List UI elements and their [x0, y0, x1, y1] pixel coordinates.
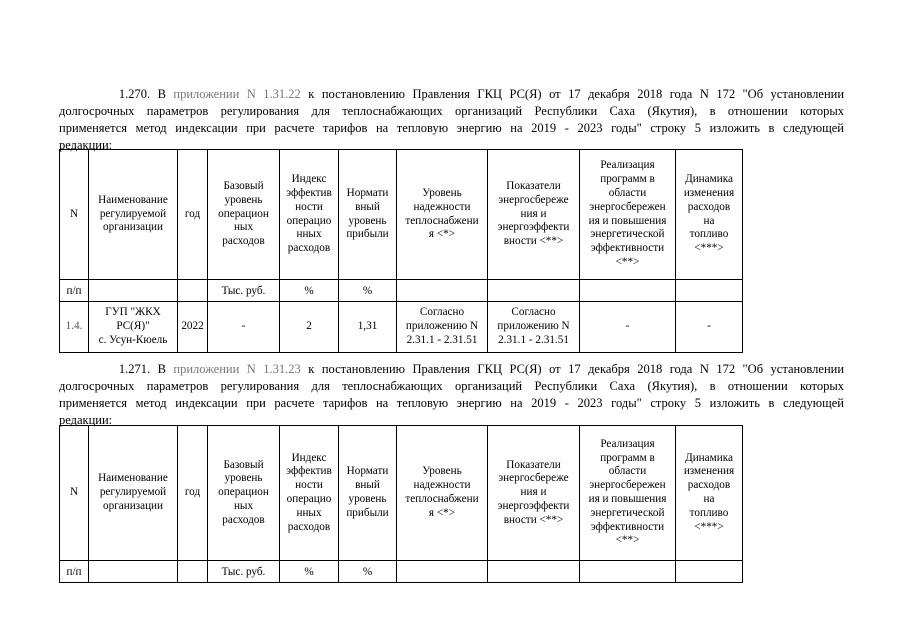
- row-programs: -: [580, 302, 676, 353]
- header-cell-programs: [580, 150, 676, 280]
- header-line: эффектив: [286, 465, 332, 478]
- unit-cell: Тыс. руб.: [208, 561, 280, 583]
- header-cell-index: [280, 150, 339, 280]
- row-base: -: [208, 302, 280, 353]
- header-cell-org: [89, 150, 178, 280]
- header-line: расходов: [222, 235, 265, 248]
- paragraph-number: 1.271.: [118, 362, 151, 376]
- header-line: области: [608, 186, 647, 199]
- header-line: я <*>: [428, 228, 456, 241]
- header-line: расходов: [287, 520, 331, 533]
- header-line: операцион: [218, 207, 269, 220]
- units-row: [60, 280, 743, 302]
- header-line: организации: [102, 499, 164, 512]
- header-line: ия и повышения: [588, 214, 667, 227]
- header-line: энергетической: [590, 228, 665, 241]
- header-line: уровень: [348, 493, 387, 505]
- header-cell-profit: [339, 150, 397, 280]
- header-line: <***>: [694, 242, 724, 255]
- header-cell-reliability: [397, 150, 488, 280]
- unit-cell: п/п: [60, 561, 89, 583]
- header-line: я <*>: [428, 506, 456, 519]
- header-line: надежности: [413, 479, 471, 492]
- row-energy: Согласно приложению N 2.31.1 - 2.31.51: [488, 302, 580, 353]
- header-line: нных: [296, 506, 322, 519]
- header-line: Индекс: [291, 173, 327, 186]
- row-profit: 1,31: [339, 302, 397, 353]
- header-line: Индекс: [291, 451, 327, 464]
- header-cell-index: [280, 426, 339, 561]
- header-line: Нормати: [346, 186, 389, 199]
- header-cell-base: [208, 150, 280, 280]
- header-line: топливо: [689, 506, 729, 519]
- header-line: энергосбережен: [589, 479, 666, 492]
- header-line: топливо: [689, 228, 729, 241]
- row-fuel: -: [676, 302, 743, 353]
- header-line: прибыли: [346, 506, 389, 519]
- row-reliability: Согласно приложению N 2.31.1 - 2.31.51: [397, 302, 488, 353]
- header-line: Уровень: [422, 465, 462, 478]
- unit-cell: [89, 561, 178, 583]
- header-line: нных: [296, 228, 322, 241]
- header-line: энергетической: [590, 506, 665, 519]
- header-line: программ в: [600, 173, 655, 186]
- header-line: Нормати: [346, 465, 389, 478]
- header-line: надежности: [413, 200, 471, 213]
- header-line: ности: [295, 479, 323, 492]
- header-row: [60, 426, 743, 561]
- row-index: 2: [280, 302, 339, 353]
- header-line: <**>: [615, 255, 640, 268]
- paragraph-line: 1.271. В приложении N 1.31.23 к постановлению Правления ГКЦ РС(Я) от 17 декабря 2018 года N 172 "Об установлении: [118, 362, 845, 376]
- header-line: вности <**>: [503, 235, 564, 248]
- unit-cell: [397, 280, 488, 302]
- header-line: ных: [233, 221, 254, 234]
- unit-cell: %: [280, 561, 339, 583]
- header-line: Реализация: [600, 437, 655, 450]
- header-line: операцион: [218, 486, 269, 499]
- struck-reference: приложении N 1.31.22: [173, 87, 301, 101]
- header-line: прибыли: [346, 228, 389, 241]
- header-line: Показатели: [506, 458, 561, 471]
- paragraph-line: долгосрочных параметров регулирования для теплоснабжающих организаций Республики Саха (Якутия), в отношении которых: [59, 104, 844, 118]
- header-line: энергоэффекти: [497, 499, 570, 512]
- header-line: уровень: [224, 193, 263, 206]
- unit-cell: %: [339, 561, 397, 583]
- header-line: N: [69, 486, 79, 499]
- header-line: уровень: [348, 214, 387, 227]
- header-line: Динамика: [685, 451, 733, 464]
- paragraph-1271: [59, 361, 844, 429]
- header-cell-year: [178, 150, 208, 280]
- header-cell-energy: [488, 150, 580, 280]
- header-line: ния и: [520, 207, 547, 220]
- unit-cell: %: [339, 280, 397, 302]
- paragraph-line: редакции:: [59, 413, 113, 427]
- unit-cell: [580, 280, 676, 302]
- header-line: Базовый: [223, 458, 264, 471]
- unit-cell: [89, 280, 178, 302]
- header-line: теплоснабжени: [405, 214, 479, 227]
- unit-cell: [580, 561, 676, 583]
- header-line: области: [608, 465, 647, 478]
- header-line: операцио: [286, 493, 332, 505]
- header-line: энергосбереже: [498, 472, 569, 485]
- paragraph-line: редакции:: [59, 138, 113, 152]
- row-number: 1.4.: [60, 302, 89, 353]
- header-line: изменения: [683, 186, 735, 199]
- header-line: организации: [102, 221, 164, 234]
- header-cell-n: [60, 150, 89, 280]
- paragraph-line: применяется метод индексации при расчете тарифов на тепловую энергию на 2019 - 2023 годы" строку 5 изложить в следующей: [59, 396, 844, 410]
- header-line: год: [184, 207, 201, 220]
- header-line: энергосбереже: [498, 193, 569, 206]
- header-line: <**>: [615, 534, 640, 547]
- table-row: [60, 302, 743, 353]
- unit-cell: [488, 280, 580, 302]
- tariff-table-2: [59, 425, 743, 583]
- unit-cell: %: [280, 280, 339, 302]
- unit-cell: [178, 561, 208, 583]
- header-cell-fuel: [676, 426, 743, 561]
- header-line: Реализация: [600, 159, 655, 172]
- header-line: операцио: [286, 214, 332, 227]
- paragraph-line: 1.270. В приложении N 1.31.22 к постановлению Правления ГКЦ РС(Я) от 17 декабря 2018 года N 172 "Об установлении: [118, 87, 845, 101]
- tariff-table-1: [59, 149, 743, 353]
- header-cell-fuel: [676, 150, 743, 280]
- unit-cell: [397, 561, 488, 583]
- unit-cell: [676, 561, 743, 583]
- header-line: теплоснабжени: [405, 493, 479, 505]
- header-row: [60, 150, 743, 280]
- header-line: расходов: [687, 200, 731, 213]
- header-line: ния и: [520, 486, 547, 499]
- header-cell-programs: [580, 426, 676, 561]
- header-line: год: [184, 486, 201, 499]
- header-cell-profit: [339, 426, 397, 561]
- paragraph-number: 1.270.: [118, 87, 151, 101]
- header-line: Динамика: [685, 173, 733, 186]
- header-line: Наименование: [98, 472, 168, 485]
- header-cell-reliability: [397, 426, 488, 561]
- header-line: эффективности: [590, 520, 665, 533]
- unit-cell: [488, 561, 580, 583]
- paragraph-1270: [59, 86, 844, 154]
- unit-cell: [676, 280, 743, 302]
- row-org: ГУП "ЖКХ РС(Я)" с. Усун-Кюель: [89, 302, 178, 353]
- unit-cell: п/п: [60, 280, 89, 302]
- header-line: Наименование: [98, 193, 168, 206]
- header-cell-year: [178, 426, 208, 561]
- units-row: [60, 561, 743, 583]
- header-line: ия и повышения: [588, 493, 667, 505]
- header-line: на: [703, 214, 715, 227]
- header-line: ности: [295, 200, 323, 213]
- header-line: на: [703, 493, 715, 505]
- header-line: регулируемой: [99, 207, 167, 220]
- unit-cell: [178, 280, 208, 302]
- row-year: 2022: [178, 302, 208, 353]
- header-line: расходов: [287, 242, 331, 255]
- header-cell-energy: [488, 426, 580, 561]
- header-line: программ в: [600, 451, 655, 464]
- header-cell-org: [89, 426, 178, 561]
- unit-cell: Тыс. руб.: [208, 280, 280, 302]
- header-line: ных: [233, 499, 254, 512]
- header-line: Показатели: [506, 180, 561, 192]
- header-line: расходов: [687, 479, 731, 492]
- header-line: энергосбережен: [589, 200, 666, 213]
- header-line: эффективности: [590, 242, 665, 255]
- header-line: расходов: [222, 513, 265, 526]
- header-line: эффектив: [286, 186, 332, 199]
- header-line: <***>: [694, 520, 724, 533]
- header-line: вности <**>: [503, 513, 564, 526]
- header-line: изменения: [683, 465, 735, 478]
- paragraph-line: применяется метод индексации при расчете тарифов на тепловую энергию на 2019 - 2023 годы" строку 5 изложить в следующей: [59, 121, 844, 135]
- header-line: уровень: [224, 472, 263, 485]
- header-cell-n: [60, 426, 89, 561]
- struck-reference: приложении N 1.31.23: [173, 362, 301, 376]
- header-line: регулируемой: [99, 486, 167, 499]
- header-line: Уровень: [422, 186, 462, 199]
- header-line: вный: [355, 200, 380, 213]
- header-line: N: [69, 207, 79, 220]
- header-line: Базовый: [223, 180, 264, 192]
- header-line: энергоэффекти: [497, 221, 570, 234]
- paragraph-line: долгосрочных параметров регулирования для теплоснабжающих организаций Республики Саха (Якутия), в отношении которых: [59, 379, 844, 393]
- header-line: вный: [355, 479, 380, 492]
- header-cell-base: [208, 426, 280, 561]
